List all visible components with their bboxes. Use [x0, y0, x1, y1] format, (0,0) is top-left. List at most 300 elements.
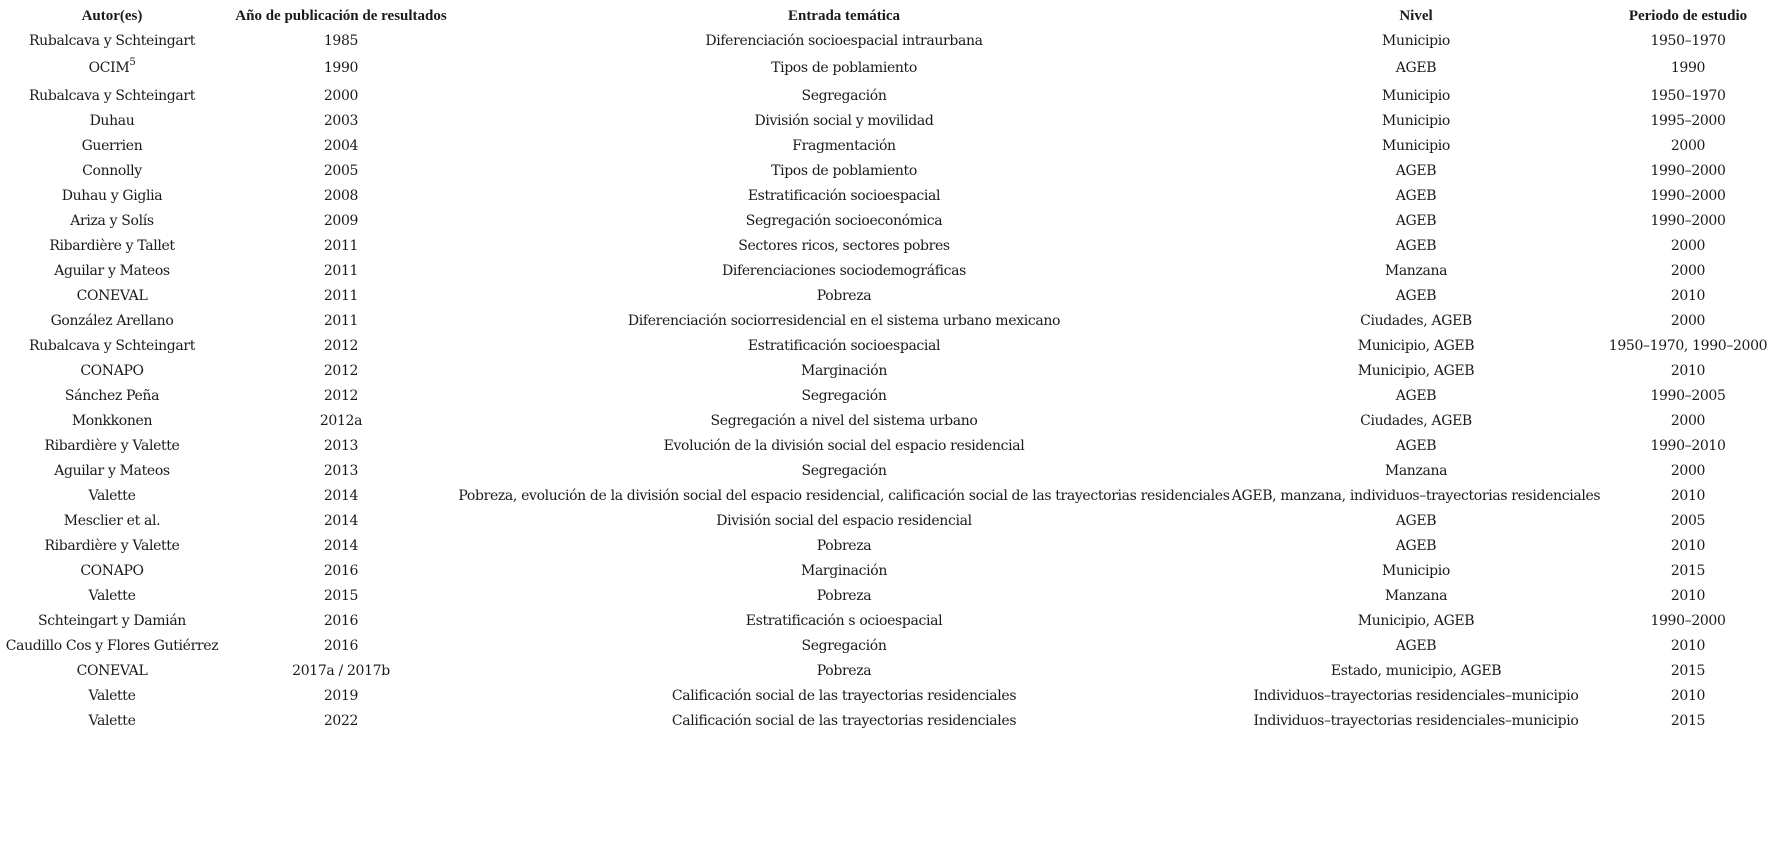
level-text: Manzana — [1384, 262, 1448, 279]
year-text: 2016 — [323, 637, 359, 654]
cell-topic — [458, 208, 1230, 233]
cell-author — [0, 658, 224, 683]
level-text: Manzana — [1384, 587, 1448, 604]
author-text: CONAPO — [80, 562, 144, 579]
author-text: Valette — [88, 687, 136, 704]
cell-author — [0, 208, 224, 233]
author-text: Sánchez Peña — [64, 387, 160, 404]
period-text: 2000 — [1670, 412, 1706, 429]
year-text: 2014 — [323, 537, 359, 554]
level-text: AGEB — [1395, 512, 1437, 529]
cell-author — [0, 633, 224, 658]
cell-author — [0, 258, 224, 283]
header-level: Nivel — [1399, 7, 1433, 24]
cell-author — [0, 508, 224, 533]
cell-year — [224, 608, 458, 633]
cell-author — [0, 483, 224, 508]
cell-year — [224, 633, 458, 658]
author-text: Schteingart y Damián — [38, 612, 186, 629]
level-text: AGEB — [1395, 387, 1437, 404]
cell-topic — [458, 158, 1230, 183]
cell-level — [1230, 183, 1602, 208]
header-row — [0, 4, 1774, 28]
year-text: 1990 — [323, 60, 359, 76]
year-text: 2019 — [323, 687, 359, 704]
author-text: OCIM — [88, 60, 130, 76]
level-text: AGEB — [1395, 637, 1437, 654]
topic-text: Segregación a nivel del sistema urbano — [710, 412, 978, 429]
cell-author — [0, 583, 224, 608]
period-text: 2000 — [1670, 237, 1706, 254]
author-text: Duhau — [89, 112, 135, 129]
header-year: Año de publicación de resultados — [235, 7, 447, 24]
cell-level — [1230, 658, 1602, 683]
year-text: 2016 — [323, 562, 359, 579]
cell-period — [1602, 533, 1774, 558]
cell-topic — [458, 183, 1230, 208]
period-text: 2010 — [1670, 537, 1706, 554]
cell-level — [1230, 233, 1602, 258]
author-text: González Arellano — [50, 312, 174, 329]
author-text: Valette — [88, 712, 136, 729]
year-text: 2011 — [323, 237, 359, 254]
author-text: Rubalcava y Schteingart — [28, 87, 196, 104]
cell-level — [1230, 633, 1602, 658]
table-row — [0, 408, 1774, 433]
year-text: 2013 — [323, 437, 359, 454]
table-row — [0, 708, 1774, 733]
cell-level — [1230, 358, 1602, 383]
cell-year — [224, 133, 458, 158]
author-text: Valette — [88, 487, 136, 504]
cell-period — [1602, 208, 1774, 233]
cell-year — [224, 658, 458, 683]
cell-year — [224, 358, 458, 383]
level-text: AGEB — [1395, 237, 1437, 254]
cell-period — [1602, 558, 1774, 583]
year-text: 2022 — [323, 712, 359, 729]
topic-text: Pobreza — [816, 287, 872, 304]
cell-year — [224, 333, 458, 358]
year-text: 2011 — [323, 262, 359, 279]
level-text: Individuos–trayectorias residenciales–municipio — [1253, 712, 1579, 729]
author-text: Valette — [88, 587, 136, 604]
table-row — [0, 133, 1774, 158]
period-text: 2010 — [1670, 287, 1706, 304]
author-text: Ribardière y Valette — [44, 437, 180, 454]
cell-author — [0, 133, 224, 158]
level-text: AGEB — [1395, 212, 1437, 229]
level-text: AGEB — [1395, 437, 1437, 454]
cell-year — [224, 308, 458, 333]
period-text: 1990–2010 — [1650, 437, 1726, 454]
cell-year — [224, 83, 458, 108]
table-row — [0, 108, 1774, 133]
cell-level — [1230, 683, 1602, 708]
cell-period — [1602, 708, 1774, 733]
cell-level — [1230, 133, 1602, 158]
cell-author — [0, 683, 224, 708]
cell-level — [1230, 333, 1602, 358]
table-row — [0, 383, 1774, 408]
period-text: 1990 — [1670, 60, 1706, 76]
topic-text: Diferenciación sociorresidencial en el sistema urbano mexicano — [627, 312, 1061, 329]
cell-level — [1230, 408, 1602, 433]
table-row — [0, 458, 1774, 483]
cell-year — [224, 283, 458, 308]
cell-author — [0, 158, 224, 183]
period-text: 2010 — [1670, 487, 1706, 504]
cell-author — [0, 533, 224, 558]
period-text: 2015 — [1670, 662, 1706, 679]
year-text: 2009 — [323, 212, 359, 229]
year-text: 2004 — [323, 137, 359, 154]
cell-year — [224, 233, 458, 258]
year-text: 2012 — [323, 387, 359, 404]
cell-author — [0, 358, 224, 383]
year-text: 2015 — [323, 587, 359, 604]
topic-text: Segregación — [801, 637, 887, 654]
cell-period — [1602, 233, 1774, 258]
topic-text: Segregación — [801, 87, 887, 104]
table-row — [0, 433, 1774, 458]
cell-period — [1602, 108, 1774, 133]
cell-level — [1230, 608, 1602, 633]
period-text: 2015 — [1670, 712, 1706, 729]
topic-text: Estratificación socioespacial — [747, 337, 941, 354]
level-text: Municipio — [1382, 562, 1450, 579]
cell-topic — [458, 258, 1230, 283]
period-text: 1990–2000 — [1650, 162, 1726, 179]
cell-topic — [458, 28, 1230, 53]
cell-topic — [458, 108, 1230, 133]
period-text: 2010 — [1670, 587, 1706, 604]
level-text: Ciudades, AGEB — [1360, 412, 1472, 429]
cell-topic — [458, 508, 1230, 533]
cell-period — [1602, 633, 1774, 658]
cell-year — [224, 433, 458, 458]
cell-topic — [458, 133, 1230, 158]
year-text: 2016 — [323, 612, 359, 629]
cell-level — [1230, 283, 1602, 308]
table-row — [0, 608, 1774, 633]
cell-period — [1602, 433, 1774, 458]
cell-period — [1602, 258, 1774, 283]
table-row — [0, 208, 1774, 233]
cell-topic — [458, 583, 1230, 608]
cell-topic — [458, 633, 1230, 658]
author-text: CONEVAL — [76, 662, 148, 679]
cell-year — [224, 583, 458, 608]
table-row — [0, 358, 1774, 383]
cell-author — [0, 608, 224, 633]
table-row — [0, 83, 1774, 108]
table-row — [0, 483, 1774, 508]
cell-period — [1602, 383, 1774, 408]
period-text: 1990–2000 — [1650, 612, 1726, 629]
topic-text: Segregación — [801, 387, 887, 404]
topic-text: Pobreza, evolución de la división social del espacio residencial, calificación social de las trayectorias residenciales — [458, 487, 1230, 504]
author-text: Ribardière y Tallet — [49, 237, 175, 254]
level-text: Municipio — [1382, 137, 1450, 154]
level-text: Municipio — [1382, 32, 1450, 49]
cell-year — [224, 108, 458, 133]
cell-year — [224, 483, 458, 508]
cell-year — [224, 53, 458, 83]
author-text: Connolly — [82, 162, 142, 179]
cell-year — [224, 508, 458, 533]
cell-author — [0, 383, 224, 408]
topic-text: Marginación — [800, 562, 888, 579]
cell-level — [1230, 483, 1602, 508]
cell-year — [224, 258, 458, 283]
topic-text: Fragmentación — [792, 137, 896, 154]
table-row — [0, 333, 1774, 358]
topic-text: Tipos de poblamiento — [771, 162, 917, 179]
topic-text: Segregación — [801, 462, 887, 479]
year-text: 2000 — [323, 87, 359, 104]
cell-topic — [458, 683, 1230, 708]
header-author: Autor(es) — [81, 7, 143, 24]
table-row — [0, 533, 1774, 558]
cell-topic — [458, 408, 1230, 433]
table-row — [0, 258, 1774, 283]
cell-topic — [458, 283, 1230, 308]
period-text: 1990–2005 — [1650, 387, 1726, 404]
period-text: 2010 — [1670, 637, 1706, 654]
cell-period — [1602, 133, 1774, 158]
period-text: 2015 — [1670, 562, 1706, 579]
cell-author — [0, 108, 224, 133]
level-text: Municipio, AGEB — [1357, 612, 1475, 629]
level-text: AGEB — [1395, 162, 1437, 179]
level-text: AGEB — [1395, 537, 1437, 554]
level-text: Manzana — [1384, 462, 1448, 479]
cell-author — [0, 333, 224, 358]
cell-period — [1602, 53, 1774, 83]
author-text: Mesclier et al. — [63, 512, 161, 529]
footnote-marker: 5 — [129, 57, 136, 68]
cell-author — [0, 53, 224, 83]
topic-text: División social y movilidad — [754, 112, 934, 129]
year-text: 2012 — [323, 362, 359, 379]
cell-year — [224, 383, 458, 408]
level-text: AGEB — [1395, 287, 1437, 304]
level-text: Ciudades, AGEB — [1360, 312, 1472, 329]
cell-period — [1602, 83, 1774, 108]
year-text: 2013 — [323, 462, 359, 479]
cell-year — [224, 408, 458, 433]
cell-year — [224, 183, 458, 208]
cell-topic — [458, 533, 1230, 558]
cell-period — [1602, 283, 1774, 308]
cell-author — [0, 83, 224, 108]
year-text: 2005 — [323, 162, 359, 179]
cell-topic — [458, 83, 1230, 108]
year-text: 2012 — [323, 337, 359, 354]
cell-year — [224, 28, 458, 53]
period-text: 1950–1970 — [1650, 32, 1726, 49]
cell-period — [1602, 308, 1774, 333]
table-row — [0, 158, 1774, 183]
cell-topic — [458, 658, 1230, 683]
cell-topic — [458, 233, 1230, 258]
cell-author — [0, 308, 224, 333]
cell-period — [1602, 483, 1774, 508]
topic-text: Calificación social de las trayectorias residenciales — [671, 712, 1017, 729]
period-text: 1990–2000 — [1650, 212, 1726, 229]
period-text: 1990–2000 — [1650, 187, 1726, 204]
author-text: Ariza y Solís — [70, 212, 154, 229]
author-text: Rubalcava y Schteingart — [28, 32, 196, 49]
period-text: 1950–1970, 1990–2000 — [1608, 337, 1768, 354]
cell-topic — [458, 358, 1230, 383]
table-row — [0, 28, 1774, 53]
cell-topic — [458, 433, 1230, 458]
period-text: 2000 — [1670, 312, 1706, 329]
author-text: Duhau y Giglia — [61, 187, 163, 204]
cell-topic — [458, 53, 1230, 83]
topic-text: Estratificación socioespacial — [747, 187, 941, 204]
cell-period — [1602, 458, 1774, 483]
period-text: 2000 — [1670, 462, 1706, 479]
cell-period — [1602, 158, 1774, 183]
cell-period — [1602, 683, 1774, 708]
cell-author — [0, 408, 224, 433]
year-text: 2003 — [323, 112, 359, 129]
cell-level — [1230, 508, 1602, 533]
cell-period — [1602, 358, 1774, 383]
topic-text: Pobreza — [816, 662, 872, 679]
year-text: 2008 — [323, 187, 359, 204]
cell-topic — [458, 608, 1230, 633]
topic-text: Sectores ricos, sectores pobres — [738, 237, 950, 254]
cell-author — [0, 708, 224, 733]
cell-topic — [458, 333, 1230, 358]
year-text: 2014 — [323, 512, 359, 529]
author-text: CONEVAL — [76, 287, 148, 304]
year-text: 2011 — [323, 312, 359, 329]
level-text: Individuos–trayectorias residenciales–municipio — [1253, 687, 1579, 704]
table-row — [0, 558, 1774, 583]
topic-text: Calificación social de las trayectorias residenciales — [671, 687, 1017, 704]
table-row — [0, 583, 1774, 608]
period-text: 1950–1970 — [1650, 87, 1726, 104]
header-period: Periodo de estudio — [1628, 7, 1748, 24]
table-row — [0, 308, 1774, 333]
cell-level — [1230, 583, 1602, 608]
table-row — [0, 633, 1774, 658]
topic-text: Diferenciaciones sociodemográficas — [722, 262, 966, 279]
year-text: 1985 — [323, 32, 359, 49]
topic-text: Evolución de la división social del espacio residencial — [663, 437, 1025, 454]
table-row — [0, 508, 1774, 533]
cell-period — [1602, 608, 1774, 633]
year-text: 2012a — [319, 412, 363, 429]
table-body — [0, 28, 1774, 733]
author-text: Monkkonen — [71, 412, 153, 429]
topic-text: Segregación socioeconómica — [745, 212, 943, 229]
period-text: 2000 — [1670, 262, 1706, 279]
cell-year — [224, 708, 458, 733]
topic-text: Pobreza — [816, 537, 872, 554]
cell-period — [1602, 408, 1774, 433]
cell-level — [1230, 53, 1602, 83]
cell-period — [1602, 508, 1774, 533]
cell-topic — [458, 308, 1230, 333]
cell-level — [1230, 433, 1602, 458]
cell-level — [1230, 158, 1602, 183]
author-text: Aguilar y Mateos — [54, 462, 170, 479]
author-text: Rubalcava y Schteingart — [28, 337, 196, 354]
cell-level — [1230, 308, 1602, 333]
cell-level — [1230, 108, 1602, 133]
cell-topic — [458, 383, 1230, 408]
cell-period — [1602, 28, 1774, 53]
level-text: AGEB — [1395, 187, 1437, 204]
cell-level — [1230, 533, 1602, 558]
cell-period — [1602, 333, 1774, 358]
table-row — [0, 283, 1774, 308]
table-row — [0, 658, 1774, 683]
level-text: Municipio — [1382, 112, 1450, 129]
period-text: 2005 — [1670, 512, 1706, 529]
cell-level — [1230, 708, 1602, 733]
cell-year — [224, 158, 458, 183]
cell-level — [1230, 83, 1602, 108]
topic-text: Marginación — [800, 362, 888, 379]
period-text: 2010 — [1670, 362, 1706, 379]
cell-level — [1230, 258, 1602, 283]
cell-year — [224, 683, 458, 708]
cell-author — [0, 433, 224, 458]
year-text: 2017a / 2017b — [292, 662, 390, 679]
cell-author — [0, 558, 224, 583]
level-text: AGEB, manzana, individuos–trayectorias residenciales — [1231, 487, 1601, 504]
cell-level — [1230, 208, 1602, 233]
cell-year — [224, 208, 458, 233]
cell-level — [1230, 28, 1602, 53]
period-text: 2010 — [1670, 687, 1706, 704]
cell-topic — [458, 708, 1230, 733]
cell-author — [0, 283, 224, 308]
cell-period — [1602, 658, 1774, 683]
cell-level — [1230, 383, 1602, 408]
cell-topic — [458, 483, 1230, 508]
period-text: 1995–2000 — [1650, 112, 1726, 129]
author-text: Caudillo Cos y Flores Gutiérrez — [5, 637, 219, 654]
author-text: Guerrien — [81, 137, 143, 154]
level-text: Municipio, AGEB — [1357, 362, 1475, 379]
topic-text: Estratificación s ocioespacial — [745, 612, 943, 629]
cell-topic — [458, 558, 1230, 583]
author-text: Ribardière y Valette — [44, 537, 180, 554]
level-text: Municipio — [1382, 87, 1450, 104]
year-text: 2014 — [323, 487, 359, 504]
cell-year — [224, 558, 458, 583]
level-text: AGEB — [1395, 60, 1437, 76]
level-text: Estado, municipio, AGEB — [1330, 662, 1502, 679]
table-row — [0, 183, 1774, 208]
topic-text: Pobreza — [816, 587, 872, 604]
topic-text: Diferenciación socioespacial intraurbana — [705, 32, 983, 49]
cell-level — [1230, 558, 1602, 583]
table-row — [0, 53, 1774, 83]
studies-table — [0, 4, 1774, 733]
cell-level — [1230, 458, 1602, 483]
period-text: 2000 — [1670, 137, 1706, 154]
cell-period — [1602, 583, 1774, 608]
